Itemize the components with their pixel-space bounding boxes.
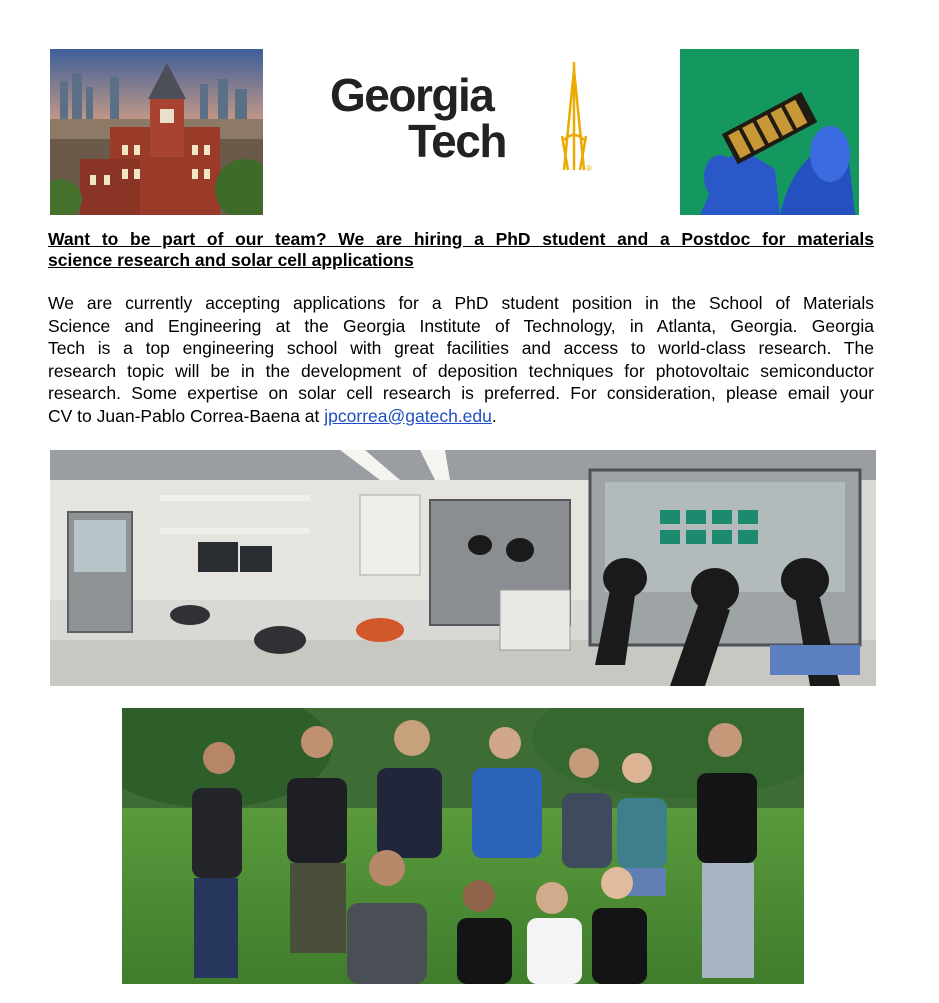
solar-cell-photo xyxy=(680,49,859,215)
contact-prefix: CV to Juan-Pablo Correa-Baena at xyxy=(48,405,325,426)
body-line: research. Some expertise on solar cell research is preferred. For consideration, please email your xyxy=(48,383,874,403)
campus-photo xyxy=(50,49,263,215)
body-line: research topic will be in the development of deposition techniques for photovoltaic semiconductor xyxy=(48,360,874,381)
trademark-symbol: ® xyxy=(586,164,592,173)
logo-word-georgia: Georgia xyxy=(330,69,494,121)
hiring-headline xyxy=(48,229,874,271)
headline-line-2: science research and solar cell applications xyxy=(48,250,414,270)
body-line: Tech is a top engineering school with great facilities and access to world-class research. The xyxy=(48,338,874,358)
body-line: Science and Engineering at the Georgia Institute of Technology, in Atlanta, Georgia. Georgia xyxy=(48,315,874,336)
lab-photo xyxy=(50,450,876,686)
email-link[interactable]: jpcorrea@gatech.edu xyxy=(324,405,492,426)
position-description xyxy=(48,292,874,427)
headline-line-1: Want to be part of our team? We are hiring a PhD student and a Postdoc for materials xyxy=(48,229,874,249)
contact-suffix: . xyxy=(491,405,497,426)
logo-word-tech: Tech xyxy=(408,115,506,167)
body-last-line xyxy=(48,405,874,428)
team-photo xyxy=(122,708,804,984)
georgia-tech-logo xyxy=(330,60,600,180)
tower-emblem-icon xyxy=(558,60,598,176)
body-line: We are currently accepting applications for a PhD student position in the School of Materials xyxy=(48,293,874,313)
